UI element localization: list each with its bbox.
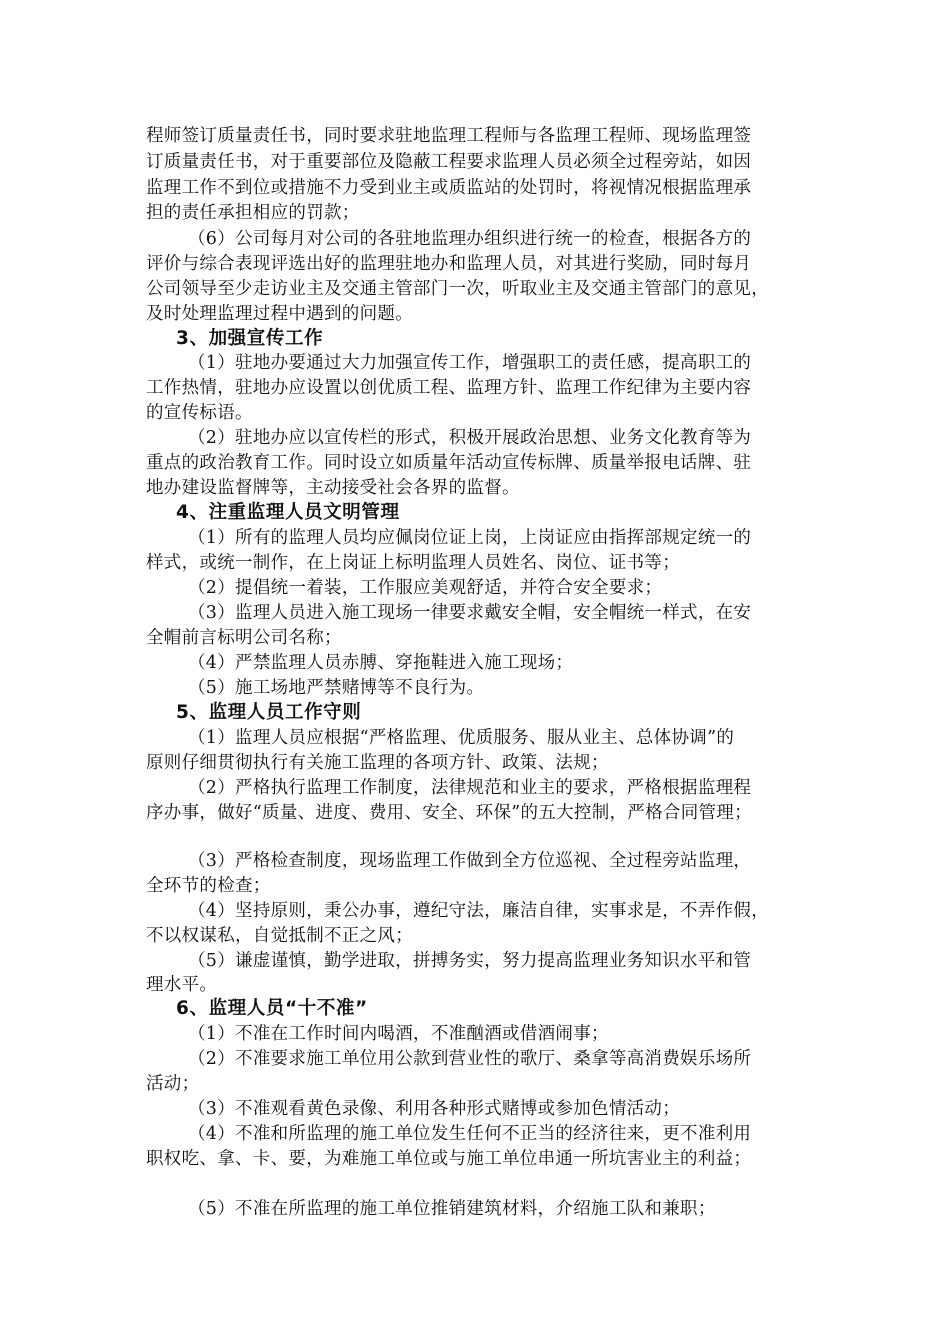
- body-line: 程师签订质量责任书，同时要求驻地监理工程师与各监理工程师、现场监理签: [146, 126, 752, 146]
- paragraph-start: （5）施工场地严禁赌博等不良行为。: [188, 678, 485, 698]
- section-heading: 3、加强宣传工作: [176, 328, 324, 349]
- body-line: 评价与综合表现评选出好的监理驻地办和监理人员，对其进行奖励，同时每月: [146, 254, 752, 274]
- body-line: 全环节的检查；: [146, 876, 271, 896]
- paragraph-start: （6）公司每月对公司的各驻地监理办组织进行统一的检查，根据各方的: [188, 229, 752, 249]
- body-line: 监理工作不到位或措施不力受到业主或质监站的处罚时，将视情况根据监理承: [146, 178, 752, 198]
- body-line: 原则仔细贯彻执行有关施工监理的各项方针、政策、法规；: [146, 753, 609, 773]
- body-line: 的宣传标语。: [146, 403, 253, 423]
- body-line: 及时处理监理过程中遇到的问题。: [146, 304, 413, 324]
- paragraph-start: （5）谦虚谨慎，勤学进取，拼搏务实，努力提高监理业务知识水平和管: [188, 951, 752, 971]
- paragraph-start: （1）不准在工作时间内喝酒，不准酗酒或借酒闹事；: [188, 1024, 609, 1044]
- paragraph-start: （2）提倡统一着装，工作服应美观舒适，并符合安全要求；: [188, 578, 663, 598]
- body-line: 公司领导至少走访业主及交通主管部门一次，听取业主及交通主管部门的意见，: [146, 279, 769, 299]
- paragraph-start: （3）不准观看黄色录像、利用各种形式赌博或参加色情活动；: [188, 1099, 681, 1119]
- paragraph-start: （1）驻地办要通过大力加强宣传工作，增强职工的责任感，提高职工的: [188, 353, 752, 373]
- body-line: 职权吃、拿、卡、要，为难施工单位或与施工单位串通一所坑害业主的利益；: [146, 1149, 752, 1169]
- body-line: 全帽前言标明公司名称；: [146, 628, 342, 648]
- body-line: 活动；: [146, 1074, 200, 1094]
- body-line: 重点的政治教育工作。同时设立如质量年活动宣传标牌、质量举报电话牌、驻: [146, 453, 752, 473]
- body-line: 订质量责任书，对于重要部位及隐蔽工程要求监理人员必须全过程旁站，如因: [146, 152, 752, 172]
- section-heading: 4、注重监理人员文明管理: [176, 502, 400, 523]
- paragraph-start: （1）所有的监理人员均应佩岗位证上岗，上岗证应由指挥部规定统一的: [188, 528, 752, 548]
- body-line: 工作热情，驻地办应设置以创优质工程、监理方针、监理工作纪律为主要内容: [146, 378, 752, 398]
- body-line: 担的责任承担相应的罚款；: [146, 203, 360, 223]
- paragraph-start: （2）驻地办应以宣传栏的形式，积极开展政治思想、业务文化教育等为: [188, 428, 752, 448]
- paragraph-start: （2）严格执行监理工作制度，法律规范和业主的要求，严格根据监理程: [188, 778, 752, 798]
- body-line: 序办事，做好“质量、进度、费用、安全、环保”的五大控制，严格合同管理；: [146, 803, 752, 823]
- body-line: 样式，或统一制作，在上岗证上标明监理人员姓名、岗位、证书等；: [146, 553, 680, 573]
- section-heading: 6、监理人员“十不准”: [176, 998, 368, 1019]
- body-line: 地办建设监督牌等，主动接受社会各界的监督。: [146, 478, 520, 498]
- paragraph-start: （3）严格检查制度，现场监理工作做到全方位巡视、全过程旁站监理，: [188, 851, 752, 871]
- paragraph-start: （3）监理人员进入施工现场一律要求戴安全帽，安全帽统一样式，在安: [188, 603, 752, 623]
- body-line: 理水平。: [146, 975, 218, 995]
- paragraph-start: （5）不准在所监理的施工单位推销建筑材料，介绍施工队和兼职；: [188, 1199, 716, 1219]
- section-heading: 5、监理人员工作守则: [176, 702, 362, 723]
- body-line: 不以权谋私，自觉抵制不正之风；: [146, 926, 413, 946]
- paragraph-start: （1）监理人员应根据“严格监理、优质服务、服从业主、总体协调”的: [188, 728, 735, 748]
- paragraph-start: （4）不准和所监理的施工单位发生任何不正当的经济往来，更不准利用: [188, 1124, 752, 1144]
- paragraph-start: （4）坚持原则，秉公办事，遵纪守法，廉洁自律，实事求是，不弄作假，: [188, 901, 770, 921]
- paragraph-start: （2）不准要求施工单位用公款到营业性的歌厅、桑拿等高消费娱乐场所: [188, 1049, 752, 1069]
- paragraph-start: （4）严禁监理人员赤膊、穿拖鞋进入施工现场；: [188, 653, 574, 673]
